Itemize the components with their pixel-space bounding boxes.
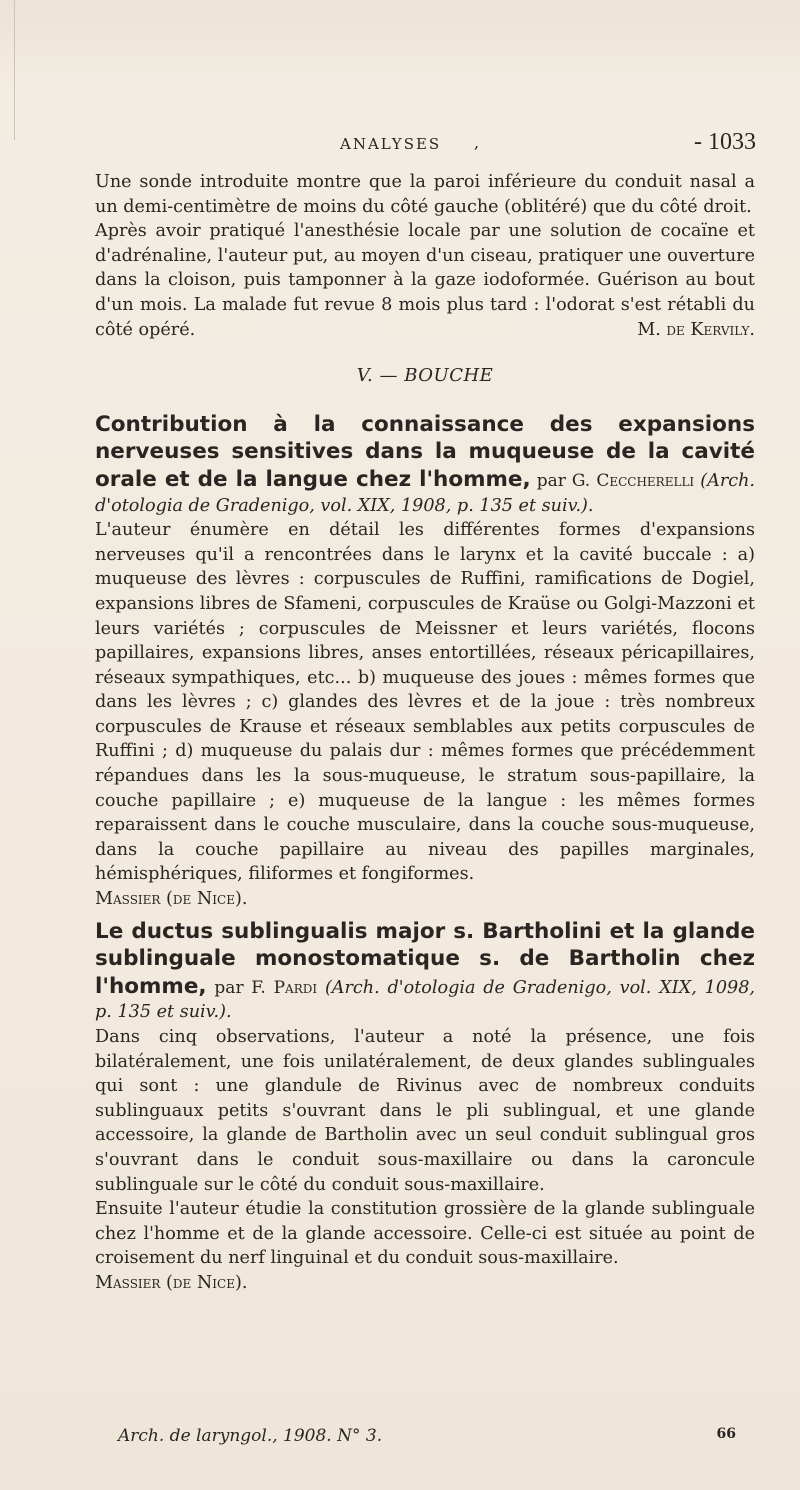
page-number-dash: - (694, 129, 702, 155)
article-2-paragraph-1: Dans cinq observations, l'auteur a noté la présence, une fois bilatéralement, une fois unilatéralement, de deux glandes sublinguales qui sont : une glandule de Rivinus avec de nombreux conduits sublinguaux petits s'ouvrant dans le pli sublingual, et une glande accessoire, la glande de Bartholin avec un seul conduit sublingual gros s'ouvrant dans le conduit sous-maxillaire ou dans la caroncule sublinguale sur le côté du conduit sous-maxillaire. (95, 1027, 755, 1195)
section-title: V. — BOUCHE (356, 365, 494, 387)
intro-paragraph-1: Une sonde introduite montre que la paroi inférieure du conduit nasal a un demi-centimètre de moins du côté gauche (oblitéré) que du côté droit. (95, 172, 755, 217)
article-2-byline: par F. (214, 977, 266, 998)
page-number-value: 1033 (708, 129, 756, 155)
article-2 (95, 918, 755, 1025)
article-1-byline: par G. (536, 470, 591, 491)
article-1-body: L'auteur énumère en détail les différentes formes d'expansions nerveuses qu'il a rencontrées dans le larynx et la cavité buccale : a) muqueuse des lèvres : corpuscules de Ruffini, ramifications de Dogiel, expansions libres de Sfameni, corpuscules de Kraüse ou Golgi-Mazzoni et leurs variétés ; corpuscules de Meissner et leurs variétés, flocons papillaires, expansions libres, anses entortillées, réseaux péricapillaires, réseaux sympathiques, etc... b) muqueuse des joues : mêmes formes que dans les lèvres ; c) glandes des lèvres et de la joue : très nombreux corpuscules de Krause et réseaux semblables aux petits corpuscules de Ruffini ; d) muqueuse du palais dur : mêmes formes que précédemment répandues dans les la sous-muqueuse, le stratum sous-papillaire, la couche papillaire ; e) muqueuse de la langue : les mêmes formes reparaissent dans le couche musculaire, dans la couche sous-muqueuse, dans la couche papillaire au niveau des papilles marginales, hémisphériques, filiformes et fongiformes. (95, 520, 755, 885)
article-1-title: Contribution à la connaissance des expansions nerveuses sensitives dans la muqueuse de la cavité orale et de la langue chez l'homme, (95, 411, 755, 492)
intro-signature: M. de Kervily. (637, 319, 755, 340)
article-2-signature: Massier (de Nice). (95, 1272, 248, 1293)
article-2-citation: (Arch. d'otologia de Gradenigo, vol. XIX, 1098, p. 135 et suiv.). (95, 977, 756, 1023)
article-2-paragraph-2: Ensuite l'auteur étudie la constitution grossière de la glande sublinguale chez l'homme et de la glande accessoire. Celle-ci est située au point de croisement du nerf linguinal et du conduit sous-maxillaire. (95, 1199, 755, 1269)
article-1-signature: Massier (de Nice). (95, 889, 248, 910)
page-footer (118, 1426, 736, 1448)
header-mark: , (474, 133, 480, 152)
article-1-citation: (Arch. d'otologia de Gradenigo, vol. XIX, 1908, p. 135 et suiv.). (95, 470, 756, 516)
article-1-author: Ceccherelli (596, 470, 695, 491)
running-head: ANALYSES (340, 135, 442, 153)
article-2-author: Pardi (273, 977, 318, 998)
intro-paragraph-2-text: Après avoir pratiqué l'anesthésie locale par une solution de cocaïne et d'adrénaline, l'auteur put, au moyen d'un ciseau, pratiquer une ouverture dans la cloison, puis tamponner à la gaze iodoformée. Guérison au bout d'un mois. La malade fut revue 8 mois plus tard : l'odorat s'est rétabli du côté opéré. (95, 221, 755, 340)
page-header (96, 129, 756, 161)
footer-journal: Arch. de laryngol., 1908. N° 3. (118, 1426, 383, 1446)
intro-paragraph-2 (95, 219, 755, 342)
page-number (694, 129, 756, 156)
margin-line (14, 0, 15, 140)
article-1 (95, 411, 755, 518)
article-2-title: Le ductus sublingualis major s. Bartholini et la glande sublinguale monostomatique s. de Bartholin chez l'homme, (95, 918, 755, 999)
footer-signature-number: 66 (716, 1426, 736, 1442)
page-content (95, 170, 755, 1296)
